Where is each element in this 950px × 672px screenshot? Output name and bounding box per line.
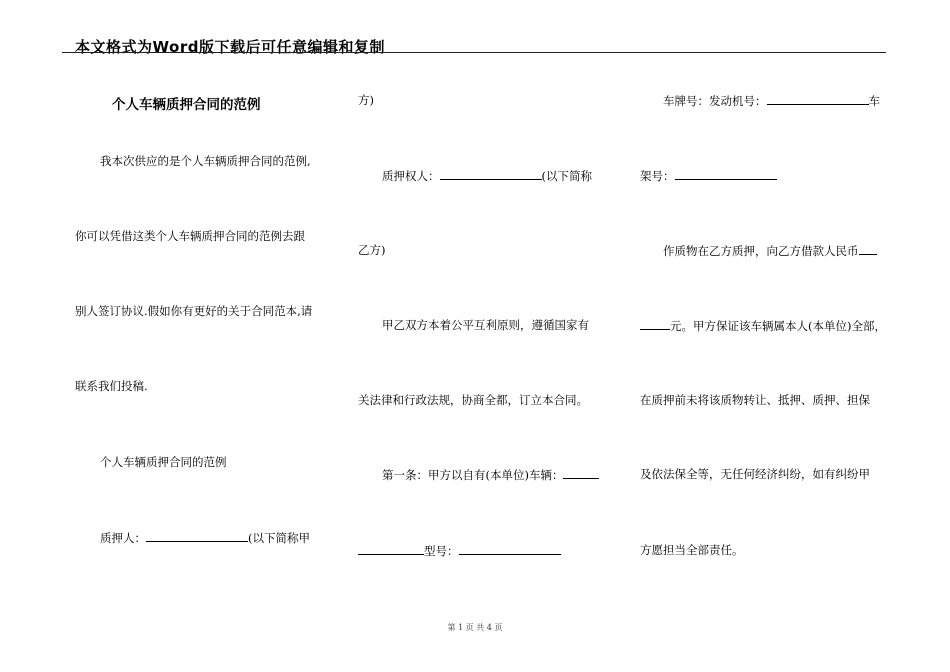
- page-header: 本文格式为Word版下载后可任意编辑和复制: [75, 38, 385, 56]
- plate-engine-label: 车牌号：发动机号：: [663, 94, 767, 108]
- page-footer: 第 1 页 共 4 页: [447, 623, 503, 632]
- loan-text: 作质物在乙方质押，向乙方借款人民币: [663, 244, 859, 258]
- model-label: 型号：: [424, 544, 459, 558]
- paragraph-line: 关法律和行政法规，协商全都，订立本合同。: [358, 393, 588, 407]
- pledgee-note: (以下简称: [541, 169, 592, 183]
- paragraph-line: 乙方): [358, 243, 386, 257]
- paragraph-line: 别人签订协议.假如你有更好的关于合同范本,请: [75, 304, 313, 318]
- plate-engine-tail: 车: [868, 94, 880, 108]
- loan-line: [663, 243, 877, 258]
- frame-line: [640, 168, 777, 183]
- vehicle-blank: [563, 467, 599, 479]
- vehicle-blank-cont: [358, 543, 424, 555]
- paragraph-line: 我本次供应的是个人车辆质押合同的范例,: [100, 154, 311, 168]
- model-blank: [459, 543, 561, 555]
- pledgee-line: [382, 168, 592, 183]
- paragraph-line: 你可以凭借这类个人车辆质押合同的范例去跟: [75, 229, 305, 243]
- paragraph-line: 联系我们投稿.: [75, 379, 148, 393]
- plate-engine-line: [663, 93, 880, 108]
- pledgee-blank: [440, 168, 542, 180]
- frame-label: 架号：: [640, 169, 675, 183]
- pledgor-blank: [146, 530, 248, 542]
- pledgor-note: (以下简称甲: [248, 531, 310, 545]
- amount-line: [640, 318, 886, 333]
- pledgee-label: 质押权人：: [382, 169, 440, 183]
- article-one-text: 第一条：甲方以自有(本单位)车辆：: [382, 468, 564, 482]
- subtitle-line: 个人车辆质押合同的范例: [100, 455, 227, 469]
- pledgor-line: [100, 530, 310, 545]
- article-one-line: [382, 467, 599, 482]
- paragraph-line: 方愿担当全部责任。: [640, 543, 744, 557]
- amount-blank-cont: [640, 318, 670, 330]
- model-line: [358, 543, 561, 558]
- header-divider: [62, 52, 886, 53]
- paragraph-line: 及依法保全等，无任何经济纠纷，如有纠纷甲: [640, 467, 870, 481]
- frame-blank: [675, 168, 777, 180]
- paragraph-line: 在质押前未将该质物转让、抵押、质押、担保: [640, 393, 870, 407]
- paragraph-line: 方): [358, 93, 374, 107]
- amount-blank: [859, 243, 877, 255]
- document-title: 个人车辆质押合同的范例: [112, 97, 261, 113]
- amount-text: 元。甲方保证该车辆属本人(本单位)全部，: [670, 319, 886, 333]
- engine-blank: [767, 93, 869, 105]
- pledgor-label: 质押人：: [100, 531, 146, 545]
- paragraph-line: 甲乙双方本着公平互利原则，遵循国家有: [382, 318, 589, 332]
